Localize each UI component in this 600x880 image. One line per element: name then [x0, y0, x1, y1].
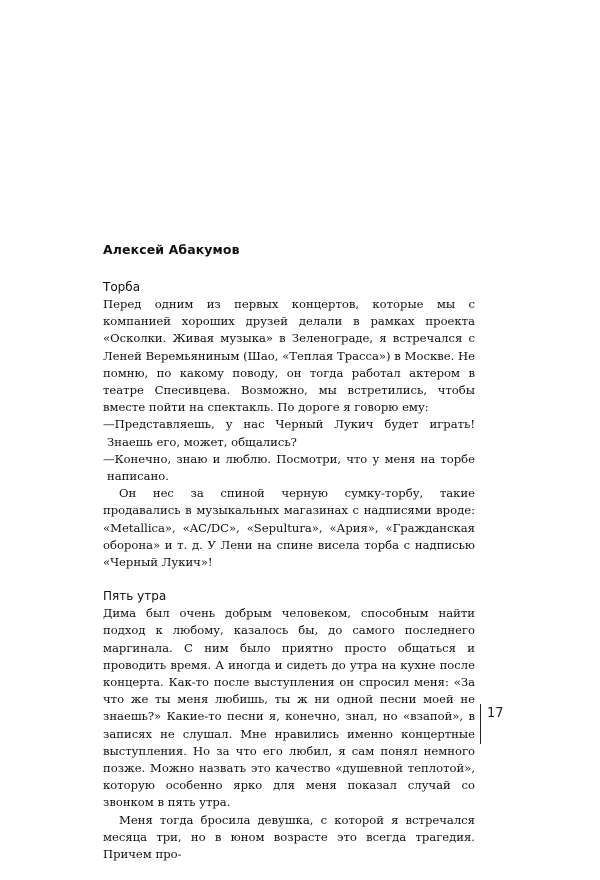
paragraph: Меня тогда бросила девушка, с которой я встречался месяца три, но в юном возрасте это всегда трагедия. Причем про- [103, 812, 475, 862]
paragraph: Он нес за спиной черную сумку-торбу, такие продавались в музыкальных магазинах с надписями вроде: «Metallica», «AC/DC», «Sepultura», «Ария», «Гражданская оборона» и т. д. У Лени на спине висела торба с надписью «Черный Лукич»! [103, 486, 475, 570]
story-torba [103, 279, 475, 571]
dialog-line: —Конечно, знаю и люблю. Посмотри, что у меня на торбе написано. [103, 451, 475, 484]
dialog-line: —Представляешь, у нас Черный Лукич будет играть! Знаешь его, может, общались? [103, 417, 475, 449]
text-column [103, 242, 475, 880]
story-five-am [103, 588, 475, 863]
story-title: Пять утра [103, 589, 167, 604]
paragraph: Дима был очень добрым человеком, способным найти подход к любому, казалось бы, до самого последнего маргинала. С ним было приятно просто общаться и проводить время. А иногда и сидеть до утра на кухне после концерта. Как-то после выступления он спросил меня: «За что же ты меня любишь, ты ж ни одной песни моей не знаешь?» Какие-то песни я, конечно, знал, но «взапой», в записях не слушал. Мне нравились именно концертные выступления. Но за что его любил, я сам понял немного позже. Можно назвать это качество «душевной теплотой», которую особенно ярко для меня показал случай со звонком в пять утра. [103, 606, 475, 810]
author-heading: Алексей Абакумов [103, 242, 240, 257]
story-title: Торба [103, 280, 141, 294]
paragraph: Перед одним из первых концертов, которые мы с компанией хороших друзей делали в рамках проекта «Осколки. Живая музыка» в Зеленограде, я встречался с Леней Веремьяниным (Шао, «Теплая Трасса») в Москве. Не помню, по какому поводу, он тогда работал актером в театре Спесивцева. Возможно, мы встретились, чтобы вместе пойти на спектакль. По дороге я говорю ему: [103, 297, 475, 415]
page-number [480, 704, 504, 744]
page-number-text: 17 [487, 706, 504, 721]
